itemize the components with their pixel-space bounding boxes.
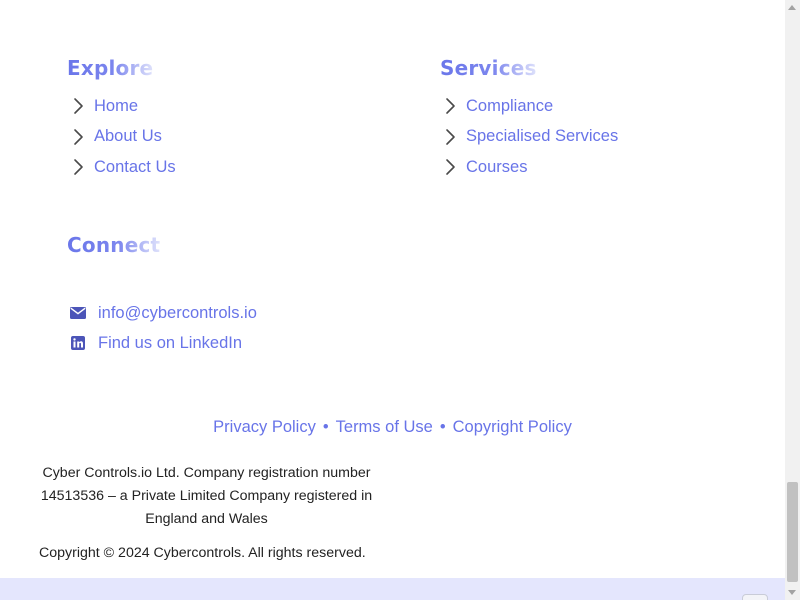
- vertical-scrollbar[interactable]: [785, 0, 800, 600]
- services-link-compliance[interactable]: [435, 91, 618, 122]
- explore-link-contact-us[interactable]: [63, 152, 176, 183]
- copyright-notice: Copyright © 2024 Cybercontrols. All rights reserved.: [39, 545, 366, 561]
- connect-links: [67, 298, 257, 358]
- company-registration-text: Cyber Controls.io Ltd. Company registration number 14513536 – a Private Limited Company registered in England and Wales: [40, 465, 373, 527]
- separator-dot: •: [439, 418, 446, 436]
- linkedin-link[interactable]: [67, 328, 257, 358]
- explore-link-home[interactable]: [63, 91, 176, 122]
- services-link-courses[interactable]: [435, 152, 618, 183]
- terms-of-use-link[interactable]: Terms of Use: [335, 418, 433, 436]
- chevron-right-icon: [435, 128, 465, 146]
- chevron-right-icon: [435, 97, 465, 115]
- explore-link-about-us[interactable]: [63, 122, 176, 153]
- chevron-right-icon: [435, 158, 465, 176]
- email-address[interactable]: info@cybercontrols.io: [98, 303, 257, 322]
- chevron-right-icon: [63, 97, 93, 115]
- link-label[interactable]: About Us: [94, 127, 162, 146]
- services-link-specialised-services[interactable]: [435, 122, 618, 153]
- floating-widget-button[interactable]: [742, 594, 768, 600]
- link-label[interactable]: Contact Us: [94, 157, 176, 176]
- services-heading: Services: [440, 56, 537, 80]
- link-label[interactable]: Specialised Services: [466, 127, 619, 146]
- explore-links: [63, 91, 176, 183]
- linkedin-label[interactable]: Find us on LinkedIn: [98, 333, 243, 352]
- envelope-icon: [67, 307, 89, 319]
- scroll-down-arrow-icon[interactable]: [788, 590, 796, 595]
- chevron-right-icon: [63, 128, 93, 146]
- linkedin-icon: [67, 336, 89, 350]
- link-label[interactable]: Home: [94, 96, 139, 115]
- bottom-band: [0, 578, 785, 600]
- services-links: [435, 91, 618, 183]
- separator-dot: •: [322, 418, 329, 436]
- link-label[interactable]: Courses: [466, 157, 528, 176]
- link-label[interactable]: Compliance: [466, 96, 554, 115]
- copyright-policy-link[interactable]: Copyright Policy: [452, 418, 572, 436]
- scroll-up-arrow-icon[interactable]: [788, 5, 796, 10]
- email-link[interactable]: [67, 298, 257, 328]
- privacy-policy-link[interactable]: Privacy Policy: [213, 418, 316, 436]
- scrollbar-thumb[interactable]: [787, 482, 798, 582]
- explore-heading: Explore: [67, 56, 154, 80]
- connect-heading: Connect: [67, 233, 161, 257]
- policy-links: [0, 418, 785, 437]
- chevron-right-icon: [63, 158, 93, 176]
